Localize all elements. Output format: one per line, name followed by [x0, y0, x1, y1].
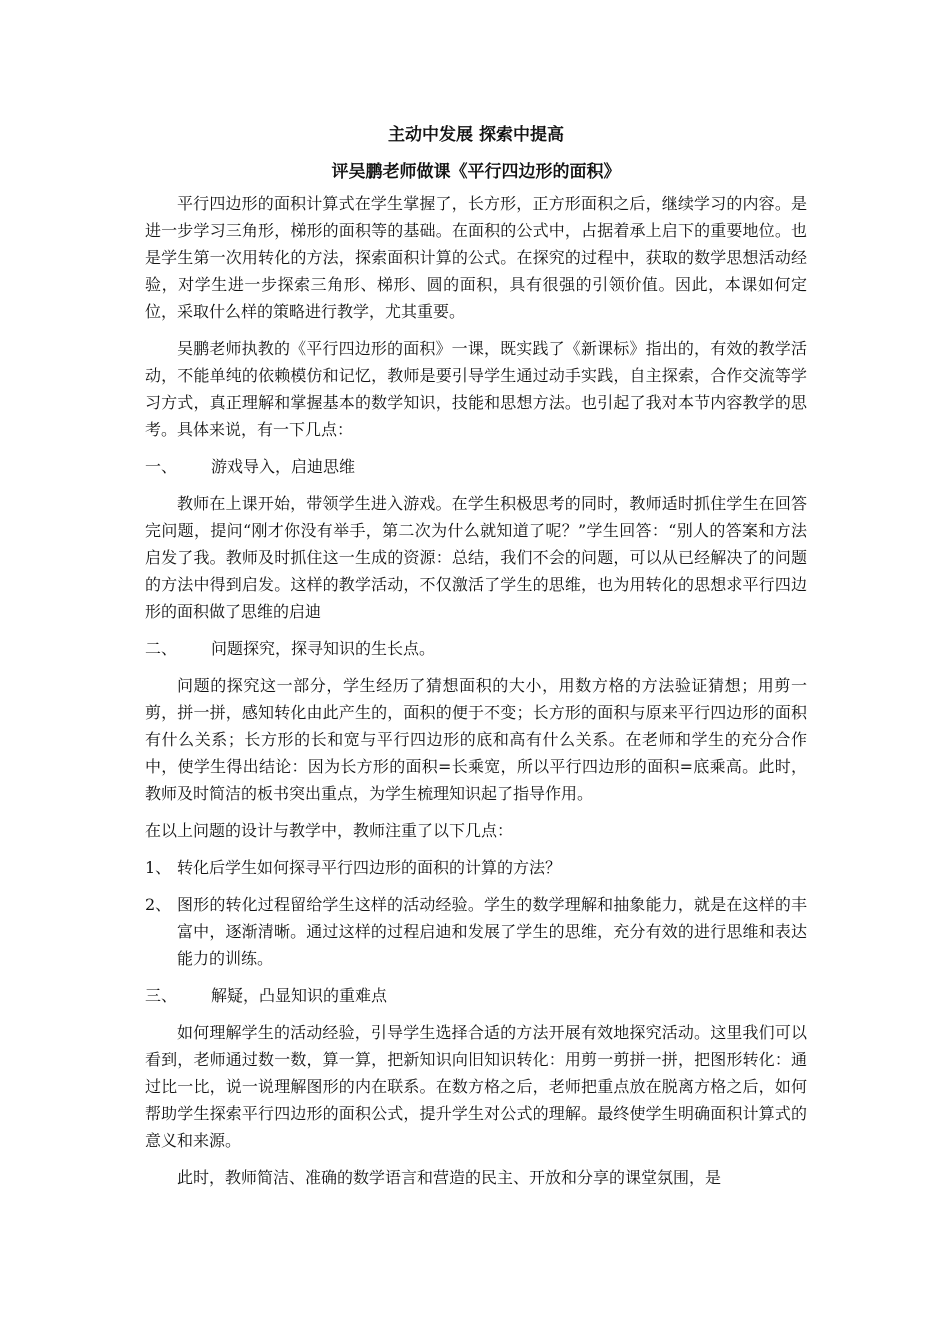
paragraph-intro: 平行四边形的面积计算式在学生掌握了，长方形，正方形面积之后，继续学习的内容。是进一步学习三角形，梯形的面积等的基础。在面积的公式中，占据着承上启下的重要地位。也是学生第一次用转化的方法，探索面积计算的公式。在探究的过程中，获取的数学思想活动经验，对学生进一步探索三角形、梯形、圆的面积，具有很强的引领价值。因此，本课如何定位，采取什么样的策略进行教学，尤其重要。 — [145, 194, 807, 321]
paragraph-game-intro: 教师在上课开始，带领学生进入游戏。在学生积极思考的同时，教师适时抓住学生在回答完问题，提问“刚才你没有举手，第二次为什么就知道了呢？”学生回答：“别人的答案和方法启发了我。教师及时抓住这一生成的资源：总结，我们不会的问题，可以从已经解决了的问题的方法中得到启发。这样的教学活动，不仅激活了学生的思维，也为用转化的思想求平行四边形的面积做了思维的启迪 — [145, 494, 807, 621]
paragraph-inquiry: 问题的探究这一部分，学生经历了猜想面积的大小，用数方格的方法验证猜想；用剪一剪，拼一拼，感知转化由此产生的，面积的便于不变；长方形的面积与原来平行四边形的面积有什么关系；长方形的长和宽与平行四边形的底和高有什么关系。在老师和学生的充分合作中，使学生得出结论：因为长方形的面积=长乘宽，所以平行四边形的面积=底乘高。此时，教师及时简洁的板书突出重点，为学生梳理知识起了指导作用。 — [145, 676, 807, 803]
list-item — [145, 891, 807, 972]
list-number: 1、 — [145, 858, 172, 877]
document-page — [145, 122, 807, 1201]
list-number: 2、 — [145, 895, 172, 914]
document-title: 主动中发展 探索中提高 — [388, 125, 564, 145]
section-title: 解疑，凸显知识的重难点 — [211, 986, 388, 1005]
section-heading-1 — [145, 453, 807, 480]
section-number: 二、 — [145, 639, 178, 658]
paragraph-points-lead: 在以上问题的设计与教学中，教师注重了以下几点： — [145, 821, 514, 840]
document-subtitle: 评吴鹏老师做课《平行四边形的面积》 — [331, 162, 621, 182]
section-number: 三、 — [145, 986, 178, 1005]
paragraph-difficulty: 如何理解学生的活动经验，引导学生选择合适的方法开展有效地探究活动。这里我们可以看到，老师通过数一数，算一算，把新知识向旧知识转化：用剪一剪拼一拼，把图形转化：通过比一比，说一说理解图形的内在联系。在数方格之后，老师把重点放在脱离方格之后，如何帮助学生探索平行四边形的面积公式，提升学生对公式的理解。最终使学生明确面积计算式的意义和来源。 — [145, 1023, 807, 1150]
paragraph-closing: 此时，教师简洁、准确的数学语言和营造的民主、开放和分享的课堂氛围，是 — [177, 1168, 722, 1187]
section-heading-3 — [145, 982, 807, 1009]
list-text: 转化后学生如何探寻平行四边形的面积的计算的方法？ — [177, 858, 562, 877]
section-title: 问题探究，探寻知识的生长点。 — [211, 639, 436, 658]
list-item — [145, 854, 807, 881]
section-title: 游戏导入，启迪思维 — [211, 457, 356, 476]
list-text: 图形的转化过程留给学生这样的活动经验。学生的数学理解和抽象能力，就是在这样的丰富中，逐渐清晰。通过这样的过程启迪和发展了学生的思维，充分有效的进行思维和表达能力的训练。 — [177, 895, 807, 968]
paragraph-overview: 吴鹏老师执教的《平行四边形的面积》一课，既实践了《新课标》指出的，有效的教学活动，不能单纯的依赖模仿和记忆，教师是要引导学生通过动手实践，自主探索，合作交流等学习方式，真正理解和掌握基本的数学知识，技能和思想方法。也引起了我对本节内容教学的思考。具体来说，有一下几点： — [145, 339, 807, 439]
section-heading-2 — [145, 635, 807, 662]
section-number: 一、 — [145, 457, 178, 476]
